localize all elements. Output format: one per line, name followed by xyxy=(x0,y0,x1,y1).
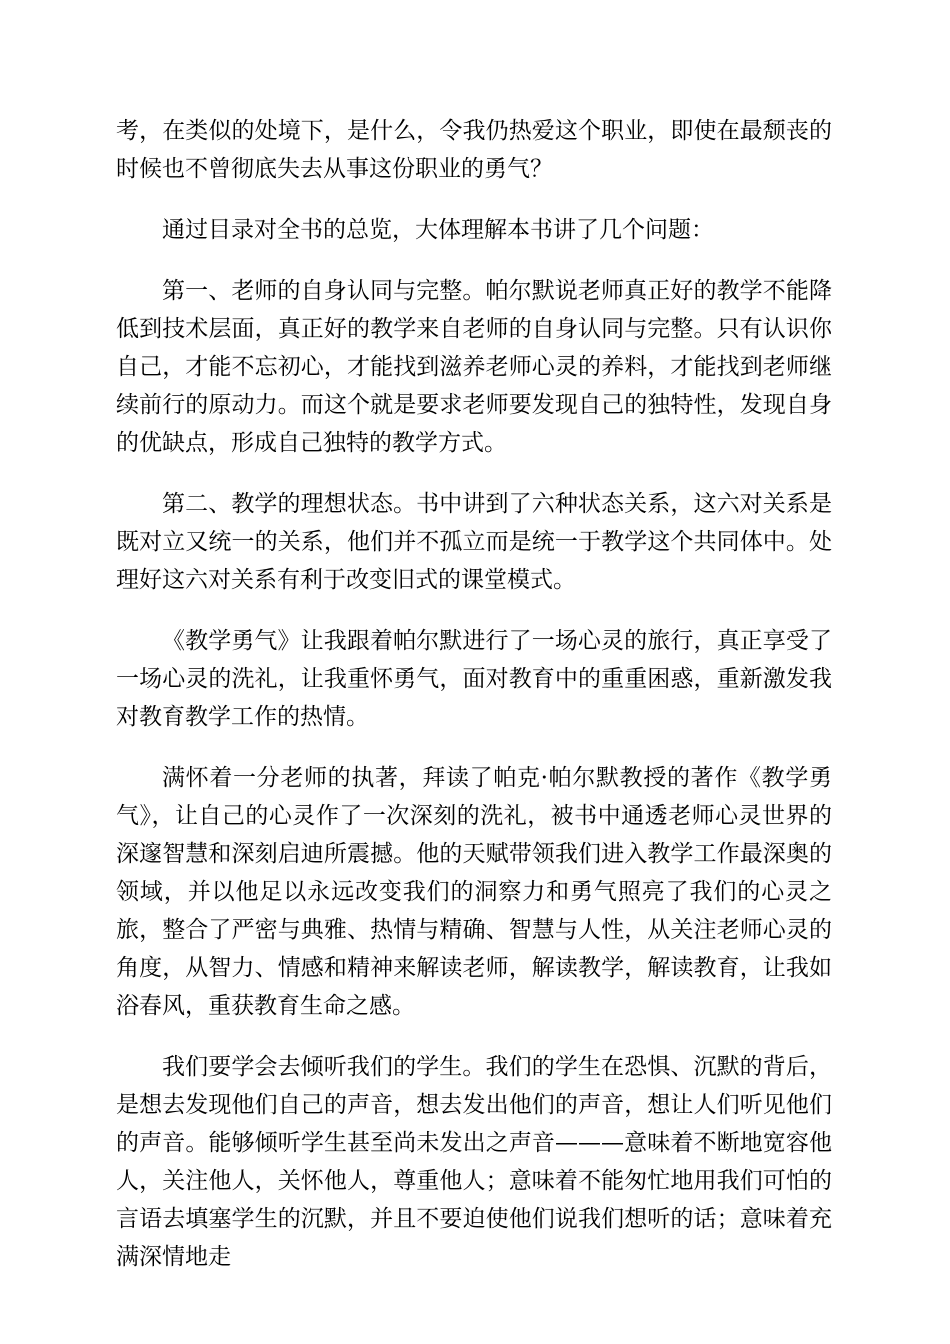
paragraph-overview: 通过目录对全书的总览，大体理解本书讲了几个问题： xyxy=(162,217,714,243)
paragraph-listening: 我们要学会去倾听我们的学生。我们的学生在恐惧、沉默的背后，是想去发现他们自己的声音，想去发出他们的声音，想让人们听见他们的声音。能够倾听学生甚至尚未发出之声音———意味着不断地宽容他人，关注他人，关怀他人，尊重他人；意味着不能匆忙地用我们可怕的言语去填塞学生的沉默，并且不要迫使他们说我们想听的话；意味着充满深情地走 xyxy=(116,1054,832,1270)
document-body xyxy=(116,112,832,1299)
paragraph-reflection: 《教学勇气》让我跟着帕尔默进行了一场心灵的旅行，真正享受了一场心灵的洗礼，让我重怀勇气，面对教育中的重重困惑，重新激发我对教育教学工作的热情。 xyxy=(116,628,832,730)
paragraph-reading-impression: 满怀着一分老师的执著，拜读了帕克·帕尔默教授的著作《教学勇气》，让自己的心灵作了一次深刻的洗礼，被书中通透老师心灵世界的深邃智慧和深刻启迪所震撼。他的天赋带领我们进入教学工作最深奥的领域，并以他足以永远改变我们的洞察力和勇气照亮了我们的心灵之旅，整合了严密与典雅、热情与精确、智慧与人性，从关注老师心灵的角度，从智力、情感和精神来解读老师，解读教学，解读教育，让我如浴春风，重获教育生命之感。 xyxy=(116,765,832,1019)
paragraph-point-one: 第一、老师的自身认同与完整。帕尔默说老师真正好的教学不能降低到技术层面，真正好的教学来自老师的自身认同与完整。只有认识你自己，才能不忘初心，才能找到滋养老师心灵的养料，才能找到老师继续前行的原动力。而这个就是要求老师要发现自己的独特性，发现自身的优缺点，形成自己独特的教学方式。 xyxy=(116,278,832,456)
paragraph-point-two: 第二、教学的理想状态。书中讲到了六种状态关系，这六对关系是既对立又统一的关系，他们并不孤立而是统一于教学这个共同体中。处理好这六对关系有利于改变旧式的课堂模式。 xyxy=(116,491,832,593)
paragraph-continuation: 考，在类似的处境下，是什么，令我仍热爱这个职业，即使在最颓丧的时候也不曾彻底失去从事这份职业的勇气？ xyxy=(116,118,832,182)
